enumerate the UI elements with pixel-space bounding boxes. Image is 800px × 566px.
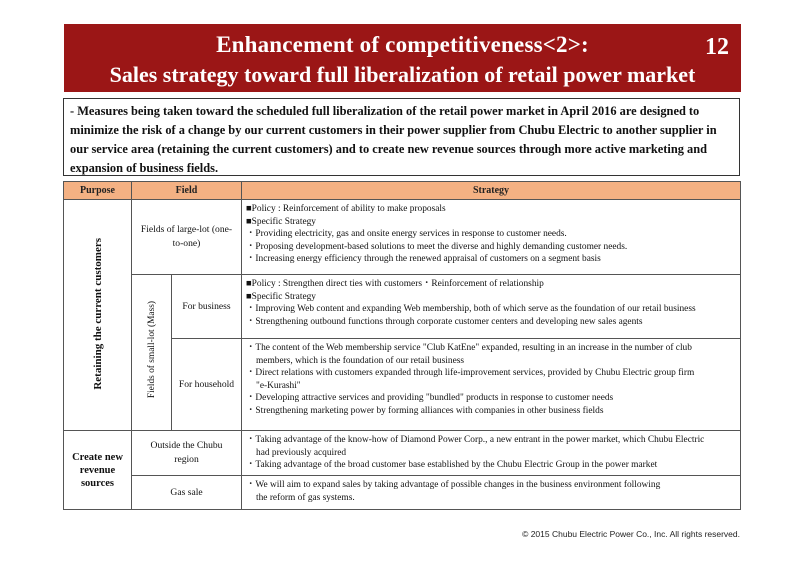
- header-strategy: Strategy: [242, 182, 741, 200]
- strategy-line: "e-Kurashi": [256, 380, 301, 391]
- field-business-label: For business: [182, 300, 231, 312]
- large-lot-strategy-cell: [242, 200, 741, 275]
- strategy-table: [63, 181, 741, 510]
- table-row: [64, 476, 741, 510]
- field-gas-cell: [132, 476, 242, 510]
- field-outside-label: Outside the Chubu region: [150, 440, 223, 465]
- strategy-line: ・Increasing energy efficiency through the renewed appraisal of customers on a segment basis: [246, 254, 601, 265]
- strategy-line: ・Taking advantage of the broad customer base established by the Chubu Electric Group in the power market: [246, 460, 658, 471]
- field-large-lot-label: Fields of large-lot (one-to-one): [140, 224, 233, 249]
- strategy-line: ・The content of the Web membership service "Club KatEne" expanded, resulting in an increase in the number of club: [246, 343, 692, 353]
- table-row: [64, 431, 741, 476]
- field-household-label: For household: [178, 378, 235, 390]
- table-row: [64, 200, 741, 275]
- field-gas-label: Gas sale: [170, 486, 203, 498]
- business-strategy-cell: [242, 275, 741, 339]
- strategy-line: ・Developing attractive services and providing "bundled" products in response to customer needs: [246, 393, 614, 404]
- page-title: Enhancement of competitiveness<2>:: [216, 32, 589, 57]
- strategy-line: ■Specific Strategy: [246, 291, 316, 302]
- summary-line: - Measures being taken toward the scheduled full liberalization of the retail power market in April 2016 are designed to: [70, 104, 700, 118]
- outside-strategy-cell: [242, 431, 741, 476]
- header-purpose: Purpose: [64, 182, 132, 200]
- table-row: [64, 275, 741, 339]
- header-field: Field: [132, 182, 242, 200]
- strategy-line: ■Specific Strategy: [246, 216, 316, 227]
- field-business-cell: [172, 275, 242, 339]
- strategy-line: ・Providing electricity, gas and onsite energy services in response to customer needs.: [246, 229, 567, 240]
- purpose-retaining-label: Retaining the current customers: [91, 237, 104, 390]
- summary-line: minimize the risk of a change by our current customers in their power supplier from Chubu Electric to another supplier in: [70, 123, 717, 137]
- strategy-line: ・Direct relations with customers expanded through life-improvement services, provided by Chubu Electric group firm: [246, 368, 695, 379]
- strategy-line: ・Taking advantage of the know-how of Diamond Power Corp., a new entrant in the power market, which Chubu Electric: [246, 435, 705, 445]
- gas-strategy-cell: [242, 476, 741, 510]
- strategy-line: had previously acquired: [256, 447, 347, 458]
- summary-box: [63, 98, 740, 176]
- summary-line: expansion of business fields.: [70, 161, 219, 175]
- field-small-lot-label: Fields of small-lot (Mass): [146, 301, 157, 399]
- copyright-notice: © 2015 Chubu Electric Power Co., Inc. All rights reserved.: [522, 529, 740, 539]
- strategy-line: ・Improving Web content and expanding Web membership, both of which serve as the foundation of our retail business: [246, 304, 696, 315]
- field-outside-cell: [132, 431, 242, 476]
- purpose-create-label: Create new revenue sources: [72, 451, 123, 489]
- page-number: 12: [705, 34, 729, 60]
- field-household-cell: [172, 339, 242, 431]
- purpose-retaining-cell: [64, 200, 132, 431]
- strategy-line: ・Strengthening outbound functions through corporate customer centers and developing new sales agents: [246, 316, 643, 327]
- page-subtitle: Sales strategy toward full liberalization of retail power market: [109, 62, 696, 87]
- purpose-create-cell: [64, 431, 132, 510]
- field-small-lot-cell: [132, 275, 172, 431]
- strategy-line: members, which is the foundation of our retail business: [256, 355, 465, 366]
- strategy-line: ■Policy : Reinforcement of ability to make proposals: [246, 204, 446, 214]
- title-banner: [64, 24, 741, 92]
- strategy-line: ・We will aim to expand sales by taking advantage of possible changes in the business environment following: [246, 480, 661, 490]
- strategy-line: the reform of gas systems.: [256, 492, 355, 503]
- field-large-lot-cell: [132, 200, 242, 275]
- strategy-line: ・Strengthening marketing power by forming alliances with companies in other business fields: [246, 405, 604, 416]
- household-strategy-cell: [242, 339, 741, 431]
- strategy-line: ・Proposing development-based solutions to meet the diverse and highly demanding customer needs.: [246, 241, 628, 252]
- summary-line: our service area (retaining the current customers) and to create new revenue sources through more active marketing and: [70, 142, 707, 156]
- table-header-row: [64, 182, 741, 200]
- strategy-line: ■Policy : Strengthen direct ties with customers・Reinforcement of relationship: [246, 279, 544, 289]
